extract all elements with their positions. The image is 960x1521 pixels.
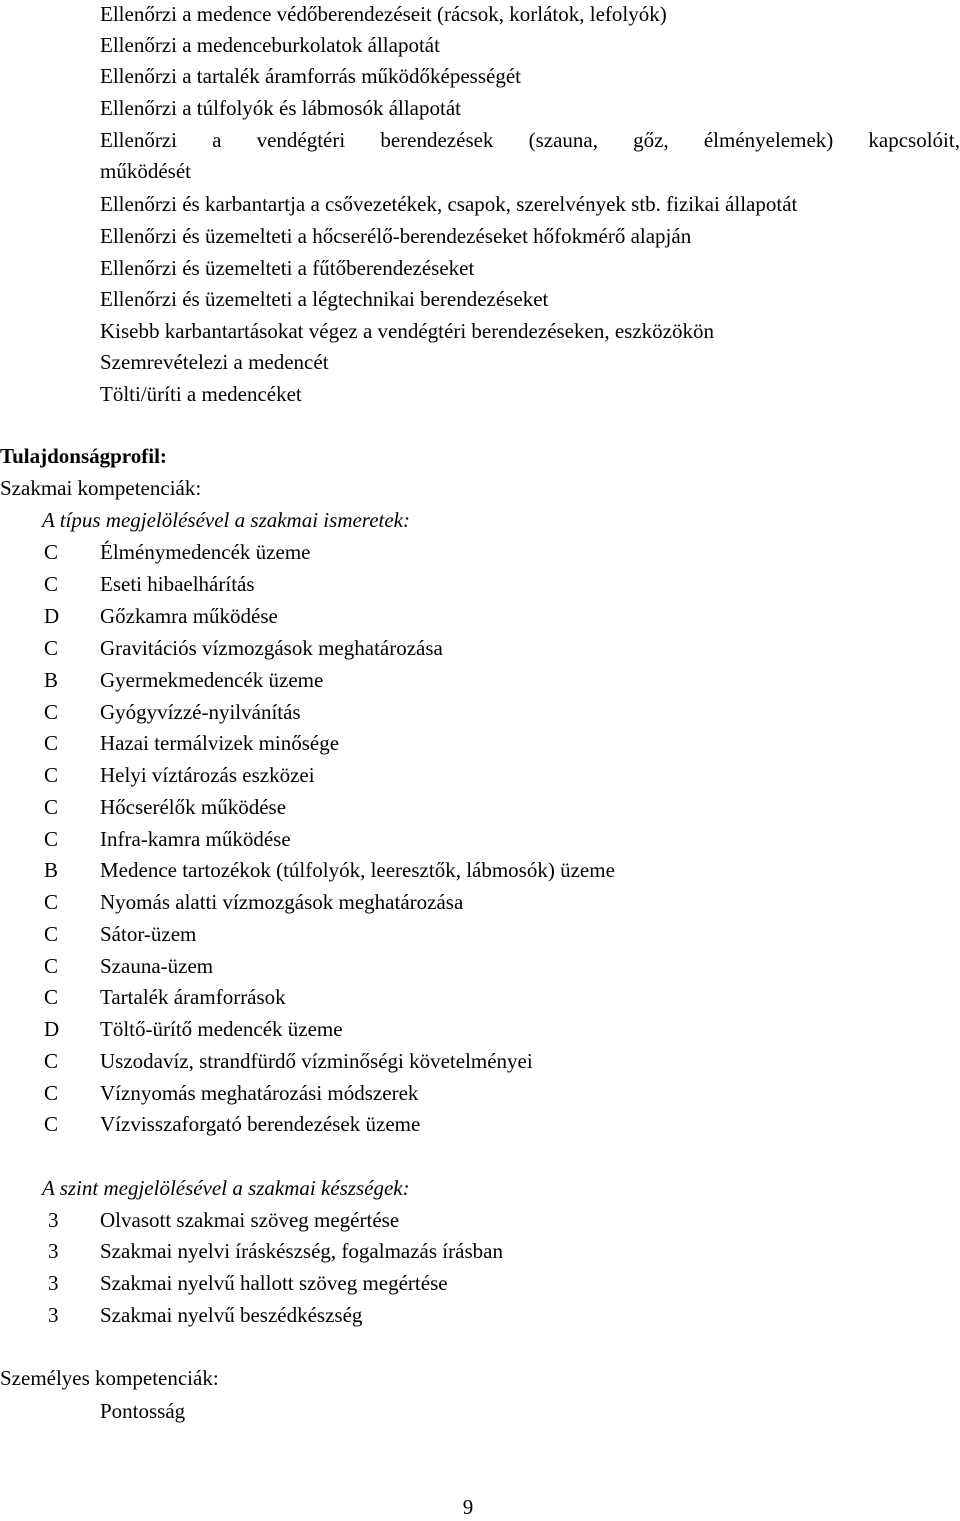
knowledge-code: C — [44, 1049, 59, 1073]
skill-level: 3 — [48, 1303, 59, 1327]
knowledge-code: C — [44, 922, 59, 946]
knowledge-code: D — [44, 604, 60, 628]
word: vendégtéri — [256, 128, 346, 152]
knowledge-label-text: Hőcserélők működése — [100, 795, 287, 819]
knowledge-code: C — [44, 985, 59, 1009]
knowledge-label-text: Víznyomás meghatározási módszerek — [100, 1081, 419, 1105]
knowledge-label-text: Élménymedencék üzeme — [100, 540, 311, 564]
knowledge-label-text: Infra-kamra működése — [100, 827, 291, 851]
task-line: működését — [100, 159, 191, 183]
knowledge-label-text: Vízvisszaforgató berendezések üzeme — [100, 1112, 421, 1136]
knowledge-label-text: Szauna-üzem — [100, 954, 214, 978]
word: Ellenőrzi — [100, 128, 177, 152]
task-line: Ellenőrzi a tartalék áramforrás működőképességét — [100, 64, 521, 88]
knowledge-code: C — [44, 763, 59, 787]
knowledge-label-text: Gravitációs vízmozgások meghatározása — [100, 636, 443, 660]
knowledge-code: C — [44, 731, 59, 755]
professional-competencies-label: Szakmai kompetenciák: — [0, 476, 202, 500]
knowledge-label-text: Tartalék áramforrások — [100, 985, 286, 1009]
task-line: Szemrevételezi a medencét — [100, 350, 329, 374]
skill-level: 3 — [48, 1208, 59, 1232]
skill-level: 3 — [48, 1239, 59, 1263]
word: (szauna, — [528, 128, 598, 152]
knowledge-label-text: Uszodavíz, strandfürdő vízminőségi követelményei — [100, 1049, 533, 1073]
knowledge-code: C — [44, 954, 59, 978]
knowledge-code: C — [44, 1112, 59, 1136]
skill-label: Szakmai nyelvű hallott szöveg megértése — [100, 1271, 448, 1295]
knowledge-label-text: Gőzkamra működése — [100, 604, 278, 628]
knowledge-code: C — [44, 572, 59, 596]
skills-label: A szint megjelölésével a szakmai készségek: — [42, 1176, 410, 1200]
knowledge-label-text: Medence tartozékok (túlfolyók, leeresztők, lábmosók) üzeme — [100, 858, 615, 882]
word: élményelemek) — [703, 128, 834, 152]
personal-item: Pontosság — [100, 1399, 186, 1423]
word: a — [212, 128, 222, 152]
knowledge-label: A típus megjelölésével a szakmai ismeretek: — [42, 508, 410, 532]
word: kapcsolóit, — [868, 128, 960, 152]
knowledge-label-text: Gyógyvízzé-nyilvánítás — [100, 700, 301, 724]
task-line: Ellenőrzi és üzemelteti a fűtőberendezéseket — [100, 256, 475, 280]
knowledge-label-text: Sátor-üzem — [100, 922, 197, 946]
knowledge-code: C — [44, 795, 59, 819]
knowledge-code: C — [44, 636, 59, 660]
knowledge-code: C — [44, 540, 59, 564]
personal-competencies-label: Személyes kompetenciák: — [0, 1366, 219, 1390]
profile-title: Tulajdonságprofil: — [0, 444, 167, 468]
knowledge-code: C — [44, 700, 59, 724]
task-line: Ellenőrzi a túlfolyók és lábmosók állapotát — [100, 96, 461, 120]
skill-label: Olvasott szakmai szöveg megértése — [100, 1208, 400, 1232]
task-line: Ellenőrzi és üzemelteti a légtechnikai berendezéseket — [100, 287, 549, 311]
knowledge-code: C — [44, 890, 59, 914]
task-line: Ellenőrzi a medence védőberendezéseit (rácsok, korlátok, lefolyók) — [100, 2, 667, 26]
knowledge-label-text: Nyomás alatti vízmozgások meghatározása — [100, 890, 464, 914]
knowledge-label-text: Gyermekmedencék üzeme — [100, 668, 324, 692]
page-number: 9 — [462, 1495, 474, 1519]
skill-label: Szakmai nyelvi íráskészség, fogalmazás írásban — [100, 1239, 503, 1263]
task-line: Ellenőrzi és üzemelteti a hőcserélő-berendezéseket hőfokmérő alapján — [100, 224, 692, 248]
knowledge-label-text: Töltő-ürítő medencék üzeme — [100, 1017, 343, 1041]
task-line: Ellenőrzi és karbantartja a csővezetékek, csapok, szerelvények stb. fizikai állapotát — [100, 192, 798, 216]
word: gőz, — [633, 128, 669, 152]
knowledge-label-text: Eseti hibaelhárítás — [100, 572, 255, 596]
knowledge-code: B — [44, 668, 59, 692]
knowledge-code: C — [44, 1081, 59, 1105]
knowledge-label-text: Helyi víztározás eszközei — [100, 763, 315, 787]
knowledge-code: D — [44, 1017, 60, 1041]
knowledge-code: B — [44, 858, 59, 882]
skill-level: 3 — [48, 1271, 59, 1295]
word: berendezések — [380, 128, 494, 152]
task-line: Tölti/üríti a medencéket — [100, 382, 302, 406]
knowledge-label-text: Hazai termálvizek minősége — [100, 731, 340, 755]
task-line-justified — [100, 126, 960, 154]
task-line: Kisebb karbantartásokat végez a vendégtéri berendezéseken, eszközökön — [100, 319, 714, 343]
knowledge-code: C — [44, 827, 59, 851]
task-line: Ellenőrzi a medenceburkolatok állapotát — [100, 33, 440, 57]
skill-label: Szakmai nyelvű beszédkészség — [100, 1303, 363, 1327]
